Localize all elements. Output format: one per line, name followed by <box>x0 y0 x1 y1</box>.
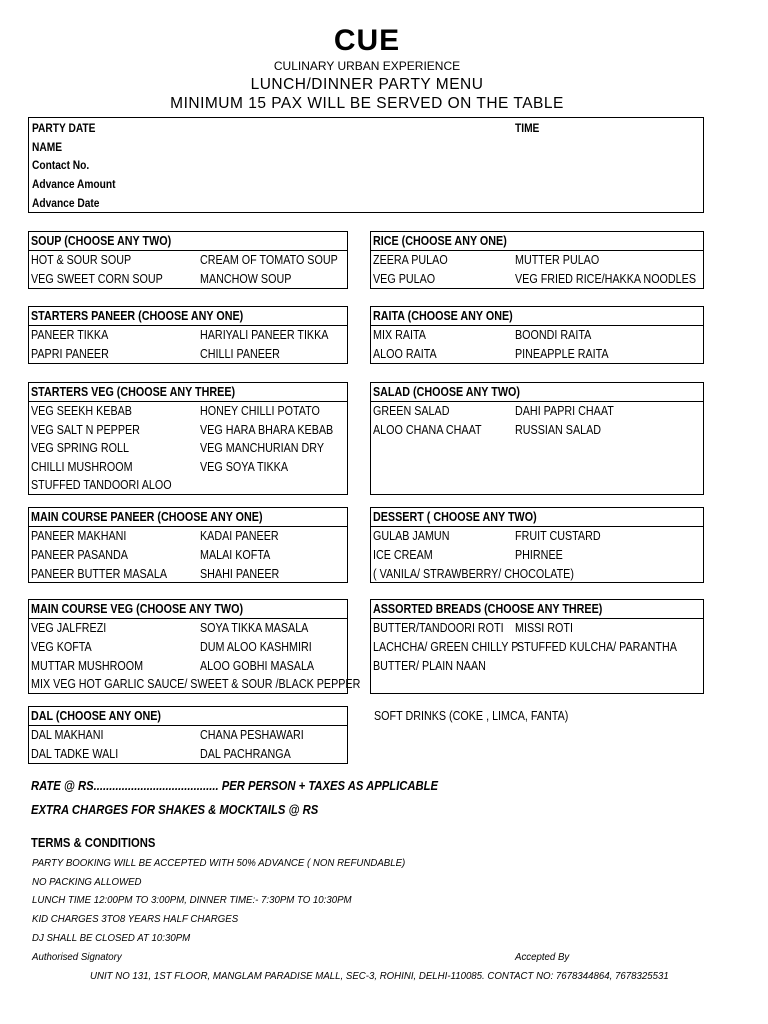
menu-item: HOT & SOUR SOUP <box>31 253 132 267</box>
menu-item: PAPRI PANEER <box>31 347 109 361</box>
menu-item: CREAM OF TOMATO SOUP <box>200 253 338 267</box>
main-course-paneer-section <box>28 507 348 583</box>
menu-item: ZEERA PULAO <box>373 253 448 267</box>
menu-item: HARIYALI PANEER TIKKA <box>200 328 329 342</box>
terms-item: NO PACKING ALLOWED <box>32 876 142 888</box>
menu-item: ALOO RAITA <box>373 347 437 361</box>
section-title: SALAD (CHOOSE ANY TWO) <box>373 385 520 399</box>
menu-item: DUM ALOO KASHMIRI <box>200 640 312 654</box>
main-course-veg-section <box>28 599 361 694</box>
terms-item: DJ SHALL BE CLOSED AT 10:30PM <box>32 932 191 944</box>
brand-subtitle: CULINARY URBAN EXPERIENCE <box>273 59 461 73</box>
rate-line: RATE @ RS........................................ PER PERSON + TAXES AS APPLICABLE <box>31 779 438 793</box>
menu-item: DAL TADKE WALI <box>31 747 119 761</box>
section-title: SOUP (CHOOSE ANY TWO) <box>31 234 172 248</box>
menu-item: GREEN SALAD <box>373 404 450 418</box>
menu-item: PANEER TIKKA <box>31 328 109 342</box>
menu-item: MISSI ROTI <box>515 621 573 635</box>
menu-item: PANEER BUTTER MASALA <box>31 567 168 581</box>
menu-item: FRUIT CUSTARD <box>515 529 601 543</box>
menu-item: MUTTER PULAO <box>515 253 600 267</box>
party-date-label: PARTY DATE <box>32 121 96 135</box>
menu-item: BUTTER/ PLAIN NAAN <box>373 659 486 673</box>
soft-drinks-note: SOFT DRINKS (COKE , LIMCA, FANTA) <box>374 709 569 723</box>
menu-item: VEG MANCHURIAN DRY <box>200 441 325 455</box>
menu-item: VEG SPRING ROLL <box>31 441 129 455</box>
menu-item: VEG HARA BHARA KEBAB <box>200 423 334 437</box>
advance-amount-label: Advance Amount <box>32 177 116 191</box>
minimum-pax-note: MINIMUM 15 PAX WILL BE SERVED ON THE TABLE <box>170 95 564 112</box>
menu-item: PHIRNEE <box>515 548 563 562</box>
menu-item: VEG KOFTA <box>31 640 92 654</box>
menu-item: ALOO CHANA CHAAT <box>373 423 482 437</box>
advance-date-label: Advance Date <box>32 196 100 210</box>
section-title: STARTERS VEG (CHOOSE ANY THREE) <box>31 385 236 399</box>
dal-section <box>28 706 348 764</box>
menu-item: VEG SEEKH KEBAB <box>31 404 132 418</box>
contact-label: Contact No. <box>32 158 90 172</box>
menu-item: DAL PACHRANGA <box>200 747 291 761</box>
brand-title: CUE <box>333 24 401 57</box>
assorted-breads-section <box>370 599 704 694</box>
terms-item: KID CHARGES 3TO8 YEARS HALF CHARGES <box>32 913 239 925</box>
accepted-by-label: Accepted By <box>515 951 570 963</box>
dessert-section <box>370 507 704 583</box>
menu-item: VEG SALT N PEPPER <box>31 423 140 437</box>
menu-item: CHILLI MUSHROOM <box>31 460 133 474</box>
menu-item: STUFFED TANDOORI ALOO <box>31 478 172 492</box>
menu-item: VEG PULAO <box>373 272 436 286</box>
terms-heading: TERMS & CONDITIONS <box>31 836 156 850</box>
party-info-box <box>28 117 704 213</box>
raita-section <box>370 306 704 364</box>
menu-item: CHANA PESHAWARI <box>200 728 304 742</box>
menu-item: KADAI PANEER <box>200 529 279 543</box>
menu-item: CHILLI PANEER <box>200 347 280 361</box>
menu-item: ICE CREAM <box>373 548 433 562</box>
menu-item: DAL MAKHANI <box>31 728 104 742</box>
section-title: DESSERT ( CHOOSE ANY TWO) <box>373 510 537 524</box>
section-title: RICE (CHOOSE ANY ONE) <box>373 234 507 248</box>
menu-item: STUFFED KULCHA/ PARANTHA <box>517 640 677 654</box>
menu-item: BOONDI RAITA <box>515 328 592 342</box>
menu-item: SOYA TIKKA MASALA <box>200 621 309 635</box>
menu-item: MIX RAITA <box>373 328 426 342</box>
section-title: STARTERS PANEER (CHOOSE ANY ONE) <box>31 309 244 323</box>
menu-item: BUTTER/TANDOORI ROTI <box>373 621 504 635</box>
rice-section <box>370 231 704 289</box>
authorised-signatory-label: Authorised Signatory <box>32 951 122 963</box>
extra-charges-line: EXTRA CHARGES FOR SHAKES & MOCKTAILS @ RS <box>31 803 319 817</box>
section-title: MAIN COURSE PANEER (CHOOSE ANY ONE) <box>31 510 263 524</box>
footer-address: UNIT NO 131, 1ST FLOOR, MANGLAM PARADISE MALL, SEC-3, ROHINI, DELHI-110085. CONTACT NO: 7678344864, 7678325531 <box>90 970 669 982</box>
starters-paneer-section <box>28 306 348 364</box>
menu-item: SHAHI PANEER <box>200 567 280 581</box>
menu-item: PINEAPPLE RAITA <box>515 347 609 361</box>
menu-item: MIX VEG HOT GARLIC SAUCE/ SWEET & SOUR /BLACK PEPPER <box>31 677 361 691</box>
soup-section <box>28 231 348 289</box>
menu-item: ALOO GOBHI MASALA <box>200 659 315 673</box>
menu-item: MANCHOW SOUP <box>200 272 292 286</box>
menu-item: HONEY CHILLI POTATO <box>200 404 320 418</box>
name-label: NAME <box>32 140 63 154</box>
menu-item: ( VANILA/ STRAWBERRY/ CHOCOLATE) <box>373 567 574 581</box>
menu-item: MALAI KOFTA <box>200 548 271 562</box>
menu-item: VEG SWEET CORN SOUP <box>31 272 163 286</box>
terms-item: PARTY BOOKING WILL BE ACCEPTED WITH 50% ADVANCE ( NON REFUNDABLE) <box>32 857 406 869</box>
section-title: DAL (CHOOSE ANY ONE) <box>31 709 162 723</box>
menu-item: RUSSIAN SALAD <box>515 423 602 437</box>
menu-item: PANEER PASANDA <box>31 548 128 562</box>
menu-item: VEG FRIED RICE/HAKKA NOODLES <box>515 272 697 286</box>
menu-item: VEG SOYA TIKKA <box>200 460 289 474</box>
menu-item: LACHCHA/ GREEN CHILLY P. <box>373 640 520 654</box>
terms-item: LUNCH TIME 12:00PM TO 3:00PM, DINNER TIME:- 7:30PM TO 10:30PM <box>32 894 352 906</box>
time-label: TIME <box>515 121 540 135</box>
salad-section <box>370 382 704 495</box>
menu-title: LUNCH/DINNER PARTY MENU <box>250 76 484 93</box>
section-title: MAIN COURSE VEG (CHOOSE ANY TWO) <box>31 602 244 616</box>
menu-item: GULAB JAMUN <box>373 529 450 543</box>
menu-item: DAHI PAPRI CHAAT <box>515 404 614 418</box>
menu-item: PANEER MAKHANI <box>31 529 127 543</box>
section-title: ASSORTED BREADS (CHOOSE ANY THREE) <box>373 602 603 616</box>
starters-veg-section <box>28 382 348 495</box>
menu-item: VEG JALFREZI <box>31 621 107 635</box>
section-title: RAITA (CHOOSE ANY ONE) <box>373 309 513 323</box>
menu-item: MUTTAR MUSHROOM <box>31 659 144 673</box>
